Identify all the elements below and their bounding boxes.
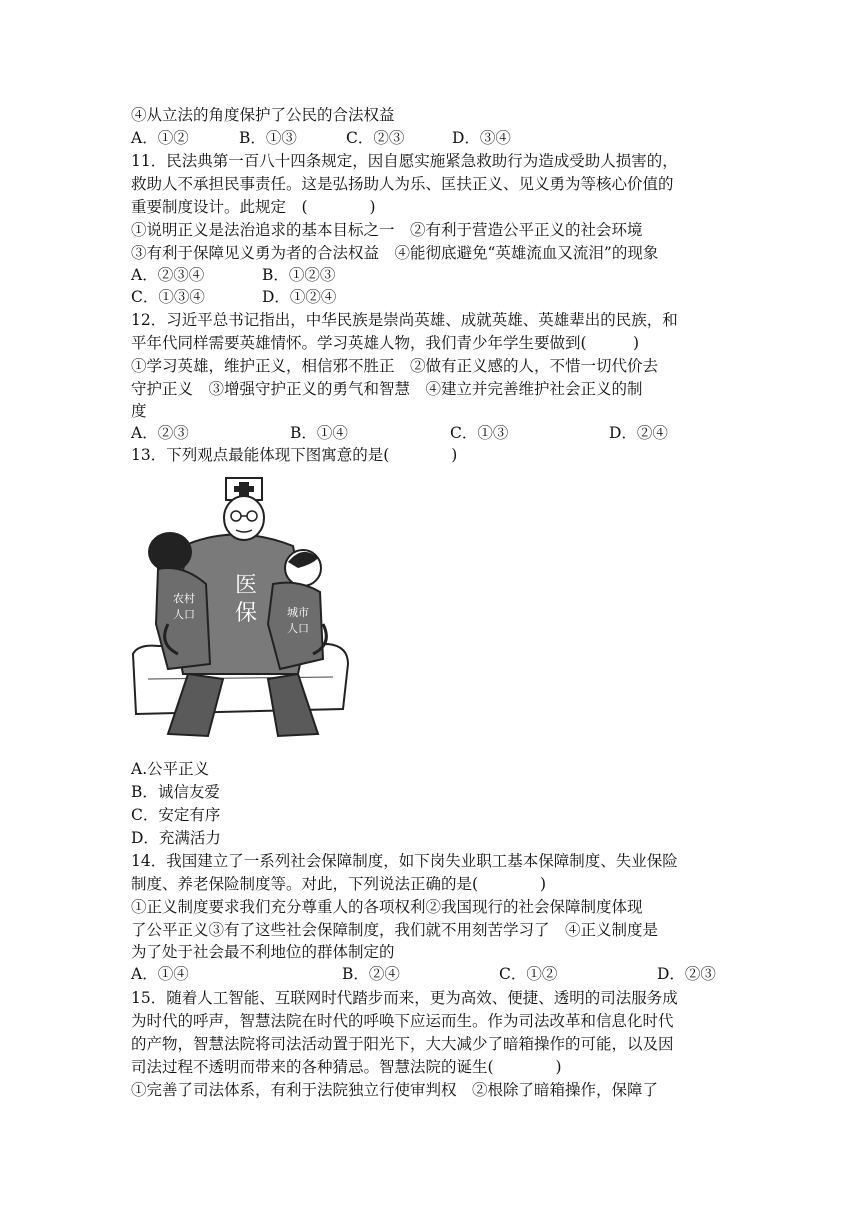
q14-items-line-2: 了公平正义③有了这些社会保障制度，我们就不用刻苦学习了 ④正义制度是 [131,921,659,939]
q15-items-line-1: ①完善了司法体系，有利于法院独立行使审判权 ②根除了暗箱操作，保障了 [131,1081,659,1099]
q10-item-4: ④从立法的角度保护了公民的合法权益 [131,106,395,124]
q12-option-d: D．②④ [609,424,668,442]
q12-items-line-2: 守护正义 ③增强守护正义的勇气和智慧 ④建立并完善维护社会正义的制 [131,380,643,398]
q13-option-a: A.公平正义 [131,760,210,778]
q13-option-c: C．安定有序 [131,806,221,824]
q10-option-d: D．③④ [452,129,511,147]
center-label-top: 医 [234,573,258,598]
q13-option-d: D．充满活力 [131,829,221,847]
q15-stem-line-3: 的产物，智慧法院将司法活动置于阳光下，大大减少了暗箱操作的可能，以及因 [131,1035,674,1053]
q14-items-line-1: ①正义制度要求我们充分尊重人的各项权利②我国现行的社会保障制度体现 [131,898,643,916]
q11-option-a: A．②③④ [131,266,205,284]
q13-stem: 13．下列观点最能体现下图寓意的是( ) [131,446,458,464]
q11-items-line-1: ①说明正义是法治追求的基本目标之一 ②有利于营造公平正义的社会环境 [131,221,643,239]
q11-stem-line-1: 11．民法典第一百八十四条规定，因自愿实施紧急救助行为造成受助人损害的， [131,152,678,170]
q14-option-d: D．②③ [657,965,716,983]
q15-stem-line-4: 司法过程不透明而带来的各种猜忌。智慧法院的诞生( ) [131,1058,562,1076]
q12-stem-line-2: 平年代同样需要英雄情怀。学习英雄人物，我们青少年学生要做到( ) [131,334,640,352]
q12-option-c: C．①③ [450,424,509,442]
q11-option-c: C．①③④ [131,288,205,306]
q14-stem-line-2: 制度、养老保险制度等。对此，下列说法正确的是( ) [131,875,547,893]
q12-stem-line-1: 12．习近平总书记指出，中华民族是崇尚英雄、成就英雄、英雄辈出的民族，和 [131,311,678,329]
q15-stem-line-2: 为时代的呼声，智慧法院在时代的呼唤下应运而生。作为司法改革和信息化时代 [131,1012,674,1030]
q13-option-b: B．诚信友爱 [131,783,220,801]
q11-stem-line-3: 重要制度设计。此规定 ( ) [131,198,376,216]
q10-option-c: C．②③ [346,129,405,147]
q14-option-b: B．②④ [342,965,400,983]
q14-option-a: A．①④ [131,965,189,983]
q15-stem-line-1: 15．随着人工智能、互联网时代踏步而来，更为高效、便捷、透明的司法服务成 [131,989,678,1007]
svg-text:人口: 人口 [287,622,309,635]
svg-text:农村: 农村 [173,592,195,605]
q12-items-line-3: 度 [131,402,147,420]
svg-text:人口: 人口 [173,608,195,621]
q11-option-b: B．①②③ [262,266,336,284]
medical-insurance-cartoon [128,474,350,744]
q14-stem-line-1: 14．我国建立了一系列社会保障制度，如下岗失业职工基本保障制度、失业保险 [131,852,678,870]
q11-option-d: D．①②④ [262,288,337,306]
center-label-bottom: 保 [234,601,258,626]
q14-option-c: C．①② [499,965,558,983]
svg-text:城市: 城市 [287,606,309,619]
q11-items-line-2: ③有利于保障见义勇为者的合法权益 ④能彻底避免“英雄流血又流泪”的现象 [131,244,659,262]
q10-option-a: A．①② [131,129,189,147]
q12-items-line-1: ①学习英雄，维护正义，相信邪不胜正 ②做有正义感的人，不惜一切代价去 [131,357,659,375]
q11-stem-line-2: 救助人不承担民事责任。这是弘扬助人为乐、匡扶正义、见义勇为等核心价值的 [131,175,674,193]
q12-option-a: A．②③ [131,424,189,442]
q14-items-line-3: 为了处于社会最不利地位的群体制定的 [131,943,395,961]
q12-option-b: B．①④ [290,424,348,442]
q10-option-b: B．①③ [239,129,297,147]
